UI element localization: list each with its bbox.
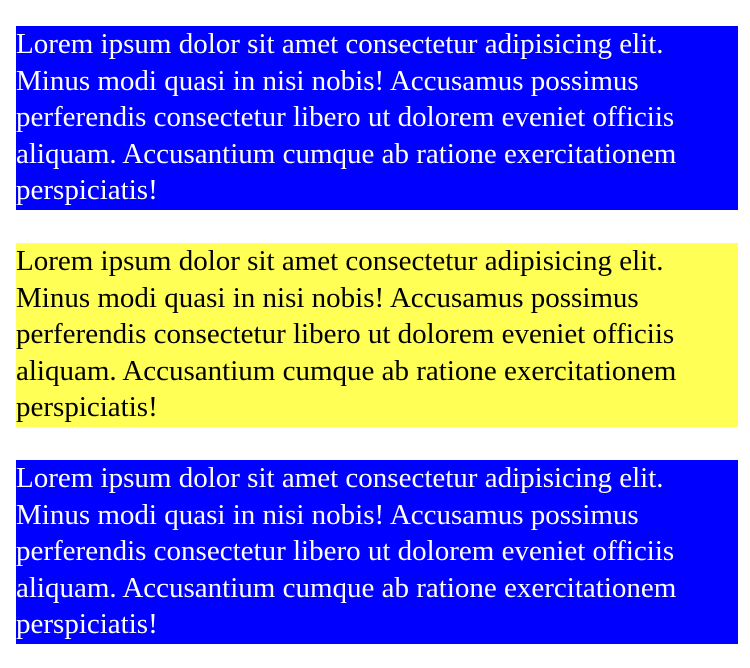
paragraph-2: Lorem ipsum dolor sit amet consectetur adipisicing elit. Minus modi quasi in nisi nobis! Accusamus possimus perferendis consectetur libero ut dolorem eveniet officiis aliquam. Accusantium cumque ab ratione exercitationem perspiciatis! <box>16 243 738 427</box>
paragraph-list <box>16 26 738 644</box>
paragraph-3: Lorem ipsum dolor sit amet consectetur adipisicing elit. Minus modi quasi in nisi nobis! Accusamus possimus perferendis consectetur libero ut dolorem eveniet officiis aliquam. Accusantium cumque ab ratione exercitationem perspiciatis! <box>16 460 738 644</box>
paragraph-1: Lorem ipsum dolor sit amet consectetur adipisicing elit. Minus modi quasi in nisi nobis! Accusamus possimus perferendis consectetur libero ut dolorem eveniet officiis aliquam. Accusantium cumque ab ratione exercitationem perspiciatis! <box>16 26 738 210</box>
